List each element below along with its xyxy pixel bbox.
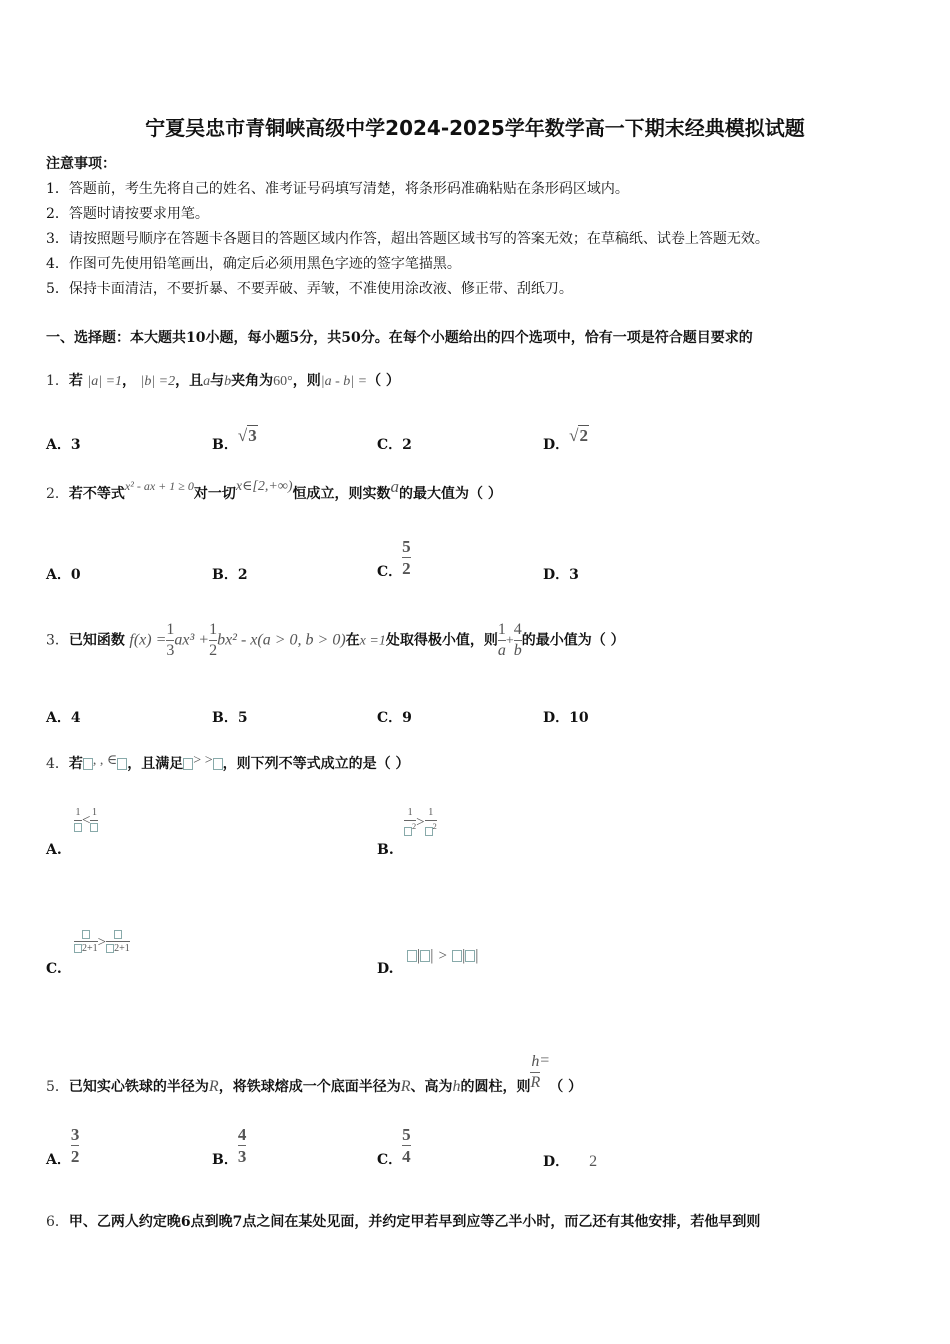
q-text: 、高为	[410, 1078, 453, 1095]
option-b[interactable]: B.	[377, 842, 394, 858]
option-d[interactable]	[543, 1151, 597, 1171]
question-6	[46, 1211, 760, 1231]
question-1	[46, 370, 400, 390]
option-label: B．	[212, 437, 238, 453]
fraction: $\frac{1}{2}$	[209, 621, 218, 659]
option-label: A．	[46, 437, 71, 453]
option-c[interactable]	[377, 537, 411, 580]
option-b[interactable]	[212, 707, 248, 727]
option-b[interactable]	[212, 564, 248, 584]
notes-heading: 注意事项：	[46, 156, 116, 172]
option-value: 0	[70, 567, 81, 583]
math-expr: > >	[193, 753, 213, 768]
question-number: 1．	[46, 373, 69, 389]
option-label: D．	[543, 567, 570, 583]
option-c[interactable]: C.	[46, 961, 62, 977]
option-b-formula: $\frac{1}{^2}$ > $\frac{1}{^2}$	[404, 808, 437, 836]
q-text: ，且满足	[127, 756, 184, 772]
page-title: 宁夏吴忠市青铜峡高级中学2024-2025学年数学高一下期末经典模拟试题	[145, 116, 805, 140]
fraction: $\frac{1}{a}$	[497, 621, 506, 659]
option-a[interactable]	[46, 707, 81, 727]
question-2	[46, 477, 502, 503]
option-value: 2	[589, 1153, 598, 1170]
option-value: 5	[237, 710, 248, 726]
math-expr: ax³ +	[174, 631, 210, 649]
option-value: 3	[70, 437, 81, 453]
option-label: C．	[377, 1151, 403, 1168]
option-value: 3	[569, 567, 579, 583]
option-d[interactable]	[543, 707, 589, 727]
math-expr: x =1	[359, 633, 386, 649]
option-label: B．	[212, 710, 238, 726]
option-c[interactable]	[377, 1125, 411, 1168]
math-expr: R	[400, 1077, 411, 1095]
option-d[interactable]	[543, 426, 589, 453]
option-label: D．	[543, 1154, 570, 1170]
q-text: 若	[68, 756, 83, 772]
option-label: A．	[46, 567, 71, 583]
option-value: 10	[569, 710, 589, 726]
q-text: 已知实心铁球的半径为	[68, 1078, 209, 1095]
q-text: 的最小值为（ ）	[521, 632, 625, 649]
q-text: 甲、乙两人约定晚6点到晚7点之间在某处见面，并约定甲若早到应等乙半小时，而乙还有其他安排，若他早到则	[68, 1214, 761, 1230]
q-text: 的圆柱，则	[460, 1078, 531, 1095]
option-value: 4	[70, 710, 81, 726]
math-expr: |a - b| =	[320, 374, 368, 389]
question-number: 3．	[46, 632, 69, 649]
math-expr: bx² - x(a > 0, b > 0)	[217, 631, 346, 649]
option-d[interactable]: D.	[377, 961, 394, 977]
note-item: 5．保持卡面清洁，不要折暴、不要弄破、弄皱，不准使用涂改液、修正带、刮纸刀。	[46, 281, 573, 297]
question-4	[46, 753, 409, 773]
option-value: 9	[402, 710, 412, 726]
q-text: ，且	[175, 373, 204, 389]
q-text: 若不等式	[68, 486, 125, 502]
q-text: ，	[122, 373, 137, 389]
option-b[interactable]	[212, 426, 258, 453]
q-text: 与	[210, 373, 225, 389]
math-expr: x∈[2,+∞)	[235, 479, 293, 494]
math-expr: , , ∈	[92, 753, 118, 768]
q-text: 夹角为	[231, 373, 274, 389]
option-label: D．	[543, 437, 570, 453]
question-5: 5．已知实心铁球的半径为R，将铁球熔成一个底面半径为R、高为h的圆柱，则 $\frac{h}{R}$ =（ ）	[46, 1051, 583, 1095]
math-expr: |a| =1	[87, 374, 123, 389]
placeholder-box	[83, 758, 93, 770]
q-text: 对一切	[193, 486, 236, 502]
math-expr: R	[208, 1077, 219, 1095]
fraction: $\frac{4}{b}$	[513, 621, 522, 659]
placeholder-box	[183, 758, 193, 770]
math-expr: f(x) =	[129, 631, 167, 649]
math-expr: b	[224, 374, 232, 389]
fraction: $\frac{5}{2}$	[402, 537, 411, 578]
option-a-formula: 1 < 1	[74, 808, 98, 832]
option-a[interactable]: A.	[46, 842, 62, 858]
option-label: B．	[212, 567, 238, 583]
math-expr: a	[203, 374, 211, 389]
q-text: 若	[68, 373, 83, 389]
sqrt-expr: √3	[237, 426, 257, 445]
q-text: 处取得极小值，则	[385, 632, 498, 649]
fraction: $\frac{3}{2}$	[70, 1125, 80, 1166]
math-expr: h	[452, 1077, 461, 1095]
option-label: C．	[377, 437, 403, 453]
note-item: 3．请按照题号顺序在答题卡各题目的答题区域内作答，超出答题区域书写的答案无效；在草稿纸、试卷上答题无效。	[46, 231, 769, 247]
option-c[interactable]	[377, 434, 412, 454]
math-expr: x² - ax + 1 ≥ 0	[124, 479, 194, 493]
option-c[interactable]	[377, 707, 412, 727]
note-item: 4．作图可先使用铅笔画出，确定后必须用黑色字迹的签字笔描黑。	[46, 256, 461, 272]
option-c-formula: 2+1 > 2+1	[74, 930, 130, 954]
q-text: （ ）	[367, 373, 400, 389]
q-text: （ ）	[549, 1078, 583, 1095]
q-text: 在	[345, 632, 360, 649]
option-a[interactable]	[46, 564, 81, 584]
fraction: $\frac{h}{R}$	[530, 1053, 541, 1091]
placeholder-box	[117, 758, 127, 770]
option-label: A．	[46, 1151, 71, 1168]
fraction: $\frac{4}{3}$	[237, 1125, 247, 1166]
math-expr: a	[390, 477, 399, 496]
question-3: 3．已知函数 f(x) = $\frac{1}{3}$ ax³ + $\frac{1}{2}$ bx² - x(a > 0, b > 0)在x =1处取得极小值，则 $\frac{1}{a}$ + $\frac{4}{b}$ 的最小值为（ ）	[46, 621, 625, 659]
fraction: $\frac{5}{4}$	[402, 1125, 411, 1166]
section-heading: 一、选择题：本大题共10小题，每小题5分，共50分。在每个小题给出的四个选项中，恰有一项是符合题目要求的	[46, 330, 753, 346]
question-number: 5．	[46, 1078, 69, 1095]
math-expr: 60°	[273, 374, 293, 389]
math-expr: |b| =2	[140, 374, 176, 389]
option-d[interactable]	[543, 564, 579, 584]
q-text: 已知函数	[68, 632, 125, 649]
note-item: 2．答题时请按要求用笔。	[46, 206, 209, 222]
fraction: $\frac{1}{3}$	[166, 621, 175, 659]
option-b[interactable]	[212, 1125, 247, 1168]
option-label: D．	[543, 710, 570, 726]
option-label: B．	[212, 1151, 238, 1168]
option-a[interactable]	[46, 434, 81, 454]
option-label: A．	[46, 710, 71, 726]
sqrt-expr: √2	[569, 426, 588, 445]
q-text: 的最大值为（ ）	[398, 486, 502, 502]
option-a[interactable]	[46, 1125, 80, 1168]
placeholder-box	[213, 758, 223, 770]
option-value: 2	[402, 437, 412, 453]
q-text: ，将铁球熔成一个底面半径为	[218, 1078, 401, 1095]
question-number: 6．	[46, 1214, 69, 1230]
option-label: C．	[377, 563, 403, 580]
note-item: 1．答题前，考生先将自己的姓名、准考证号码填写清楚，将条形码准确粘贴在条形码区域内。	[46, 181, 629, 197]
q-text: ，则	[292, 373, 321, 389]
question-number: 2．	[46, 486, 69, 502]
q-text: ，则下列不等式成立的是（ ）	[222, 756, 410, 772]
q-text: 恒成立，则实数	[292, 486, 391, 502]
option-d-formula: | | > | |	[407, 945, 478, 965]
option-value: 2	[237, 567, 248, 583]
question-number: 4．	[46, 756, 69, 772]
option-label: C．	[377, 710, 403, 726]
